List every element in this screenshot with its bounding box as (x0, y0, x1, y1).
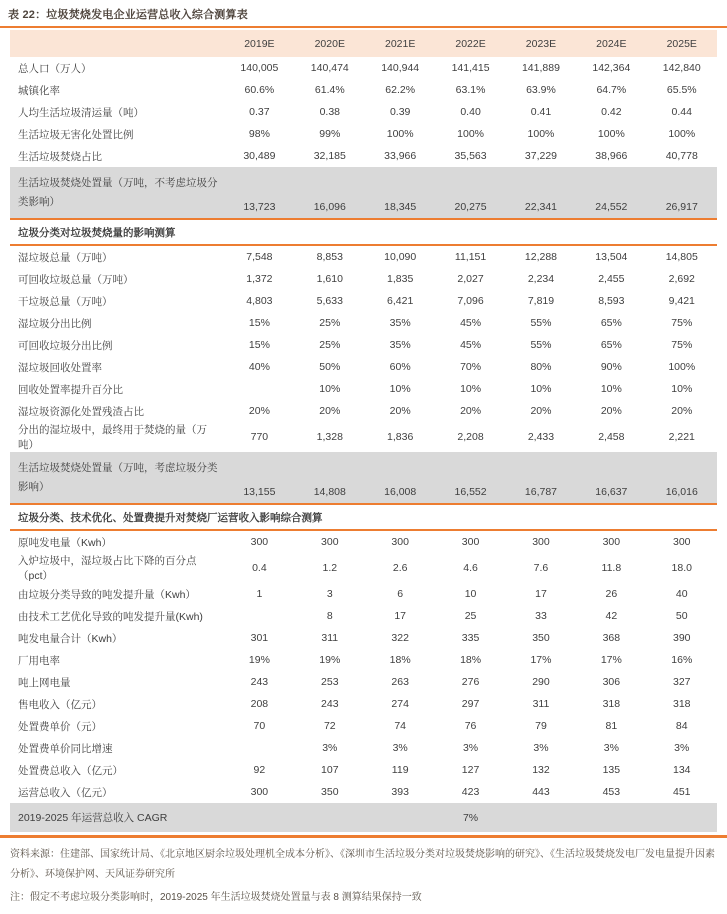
column-header-2025E: 2025E (647, 30, 717, 57)
value-cell-2021E (365, 803, 435, 832)
value-cell-2025E: 2,221 (668, 431, 695, 443)
value-cell-2022E: 45% (460, 317, 482, 329)
row-label: 由垃圾分类导致的吨发提升量（Kwh） (18, 588, 196, 601)
table-row (10, 530, 717, 553)
value-cell-2023E: 55% (530, 317, 552, 329)
value-cell-2023E: 12,288 (524, 251, 558, 263)
value-cell-2022E: 4.6 (463, 562, 478, 574)
value-cell-2020E (295, 803, 365, 832)
value-cell-2022E: 141,415 (451, 62, 490, 74)
row-label: 湿垃圾回收处置率 (18, 361, 102, 374)
table-row (10, 605, 717, 627)
value-cell-2021E: 3% (392, 742, 408, 754)
value-cell-2019E: 1 (256, 588, 263, 600)
row-label: 生活垃圾焚烧占比 (18, 150, 102, 163)
value-cell-2024E: 64.7% (596, 84, 627, 96)
value-cell-2024E: 142,364 (592, 62, 631, 74)
value-cell-2024E: 20% (600, 405, 622, 417)
value-cell-2021E: 274 (391, 698, 409, 710)
forecast-table (10, 30, 717, 832)
value-cell-2020E: 0.38 (319, 106, 340, 118)
value-cell-2021E: 18,345 (384, 201, 417, 213)
value-cell-2025E: 10% (671, 383, 693, 395)
table-row (10, 737, 717, 759)
value-cell-2023E: 33 (535, 610, 547, 622)
value-cell-2022E: 20% (460, 405, 482, 417)
row-label: 生活垃圾无害化处置比例 (18, 128, 134, 141)
value-cell-2024E: 0.42 (601, 106, 622, 118)
column-header-2024E: 2024E (576, 30, 646, 57)
column-header-2022E: 2022E (435, 30, 505, 57)
value-cell-2024E: 24,552 (595, 201, 628, 213)
value-cell-2019E (224, 605, 294, 627)
value-cell-2022E: 76 (464, 720, 477, 732)
value-cell-2021E: 17 (394, 610, 407, 622)
value-cell-2025E: 40 (675, 588, 688, 600)
value-cell-2025E: 134 (673, 764, 691, 776)
value-cell-2025E: 75% (671, 317, 693, 329)
value-cell-2023E: 63.9% (526, 84, 556, 96)
table-row (10, 627, 717, 649)
row-label: 原吨发电量（Kwh） (18, 536, 112, 549)
table-row (10, 145, 717, 167)
value-cell-2025E: 20% (671, 405, 693, 417)
row-label: 生活垃圾焚烧处置量（万吨，考虑垃圾分类影响） (18, 461, 218, 493)
value-cell-2023E: 0.41 (530, 106, 552, 118)
value-cell-2019E: 770 (250, 431, 269, 443)
row-label: 售电收入（亿元） (18, 698, 102, 711)
value-cell-2019E (224, 378, 294, 400)
value-cell-2020E: 61.4% (314, 84, 345, 96)
value-cell-2019E: 70 (253, 720, 266, 732)
value-cell-2021E: 263 (391, 676, 409, 688)
value-cell-2023E: 55% (530, 339, 552, 351)
table-header (10, 30, 717, 57)
value-cell-2020E: 5,633 (316, 295, 343, 307)
row-label: 总人口（万人） (18, 62, 92, 75)
section-header-label: 垃圾分类、技术优化、处置费提升对焚烧厂运营收入影响综合测算 (10, 504, 717, 530)
row-label: 处置费总收入（亿元） (18, 764, 123, 777)
value-cell-2023E: 443 (532, 786, 550, 798)
value-cell-2020E: 1,328 (316, 431, 343, 443)
value-cell-2019E: 30,489 (243, 150, 276, 162)
value-cell-2024E: 81 (605, 720, 618, 732)
row-label: 处置费单价同比增速 (18, 742, 113, 755)
table-row (10, 400, 717, 422)
value-cell-2025E: 327 (673, 676, 691, 688)
row-label: 生活垃圾焚烧处置量（万吨，不考虑垃圾分类影响） (18, 176, 218, 208)
value-cell-2024E: 38,966 (595, 150, 628, 162)
value-cell-2019E: 0.4 (252, 562, 267, 574)
title-divider (0, 26, 727, 28)
value-cell-2024E: 17% (600, 654, 622, 666)
value-cell-2023E: 290 (532, 676, 550, 688)
value-cell-2020E: 253 (321, 676, 339, 688)
value-cell-2021E: 10% (389, 383, 411, 395)
value-cell-2024E: 318 (602, 698, 621, 710)
value-cell-2023E: 16,787 (524, 486, 558, 498)
table-body (10, 57, 717, 832)
table-bottom-divider (0, 835, 727, 838)
value-cell-2025E: 2,692 (668, 273, 695, 285)
value-cell-2022E: 127 (461, 764, 480, 776)
value-cell-2022E: 18% (460, 654, 482, 666)
value-cell-2024E: 26 (605, 588, 618, 600)
value-cell-2020E: 300 (321, 536, 339, 548)
table-row (10, 781, 717, 803)
value-cell-2022E: 276 (461, 676, 480, 688)
value-cell-2021E: 393 (391, 786, 409, 798)
value-cell-2022E: 0.40 (460, 106, 481, 118)
value-cell-2023E: 350 (532, 632, 550, 644)
value-cell-2024E: 16,637 (595, 486, 628, 498)
value-cell-2024E: 65% (600, 317, 622, 329)
value-cell-2022E: 11,151 (454, 251, 487, 263)
value-cell-2021E: 1,835 (387, 273, 414, 285)
table-row (10, 693, 717, 715)
value-cell-2020E: 311 (321, 632, 339, 644)
value-cell-2024E: 2,458 (598, 431, 625, 443)
value-cell-2024E: 42 (605, 610, 618, 622)
value-cell-2025E: 84 (675, 720, 688, 732)
value-cell-2020E: 25% (319, 339, 341, 351)
value-cell-2019E: 208 (250, 698, 269, 710)
value-cell-2021E: 16,008 (384, 486, 417, 498)
value-cell-2023E: 7.6 (533, 562, 549, 574)
row-label: 湿垃圾资源化处置残渣占比 (18, 405, 144, 418)
value-cell-2020E: 16,096 (313, 201, 346, 213)
value-cell-2019E: 15% (248, 317, 270, 329)
header-corner-cell (10, 30, 224, 57)
value-cell-2022E: 63.1% (455, 84, 486, 96)
value-cell-2022E: 16,552 (454, 486, 487, 498)
row-label: 回收处置率提升百分比 (18, 383, 123, 396)
value-cell-2019E (224, 803, 294, 832)
value-cell-2024E: 368 (602, 632, 621, 644)
value-cell-2024E: 306 (602, 676, 621, 688)
value-cell-2021E: 35% (389, 317, 411, 329)
source-note: 资料来源：住建部、国家统计局、《北京地区厨余垃圾处理机全成本分析》、《深圳市生活垃圾分类对垃圾焚烧影响的研究》、《生活垃圾焚烧发电厂发电量提升因素分析》、环境保护网、天风证券研究所 (10, 849, 715, 880)
value-cell-2019E: 15% (248, 339, 270, 351)
table-row (10, 715, 717, 737)
table-row (10, 803, 717, 832)
value-cell-2023E: 80% (530, 361, 552, 373)
value-cell-2023E: 2,234 (527, 273, 555, 285)
row-label: 城镇化率 (18, 84, 60, 97)
value-cell-2019E: 0.37 (249, 106, 270, 118)
value-cell-2023E: 37,229 (524, 150, 558, 162)
value-cell-2024E: 90% (600, 361, 622, 373)
table-row (10, 79, 717, 101)
value-cell-2019E: 243 (250, 676, 269, 688)
value-cell-2022E: 7% (462, 811, 479, 824)
value-cell-2024E (576, 803, 646, 832)
value-cell-2021E: 35% (389, 339, 411, 351)
value-cell-2020E: 99% (319, 128, 341, 140)
value-cell-2022E: 300 (461, 536, 480, 548)
value-cell-2024E: 10% (600, 383, 622, 395)
value-cell-2025E: 390 (673, 632, 691, 644)
value-cell-2021E: 20% (389, 405, 411, 417)
value-cell-2019E (224, 737, 294, 759)
value-cell-2025E: 50 (675, 610, 688, 622)
table-footer (10, 845, 717, 914)
row-label: 湿垃圾总量（万吨） (18, 251, 113, 264)
table-header-row (10, 30, 717, 57)
value-cell-2020E: 8 (326, 610, 333, 622)
value-cell-2025E: 100% (668, 361, 696, 373)
value-cell-2025E: 65.5% (666, 84, 697, 96)
table-row (10, 422, 717, 452)
value-cell-2021E: 6 (397, 588, 404, 600)
column-header-2020E: 2020E (295, 30, 365, 57)
value-cell-2020E: 32,185 (313, 150, 346, 162)
value-cell-2020E: 50% (319, 361, 341, 373)
value-cell-2020E: 1.2 (322, 562, 338, 574)
value-cell-2025E: 142,840 (662, 62, 701, 74)
value-cell-2022E: 3% (462, 742, 479, 754)
value-cell-2020E: 350 (321, 786, 339, 798)
value-cell-2022E: 10% (460, 383, 482, 395)
value-cell-2021E: 6,421 (387, 295, 414, 307)
value-cell-2023E: 141,889 (521, 62, 560, 74)
value-cell-2024E: 100% (597, 128, 625, 140)
value-cell-2019E: 98% (248, 128, 270, 140)
value-cell-2021E: 18% (389, 654, 411, 666)
value-cell-2023E: 17 (535, 588, 547, 600)
value-cell-2021E: 100% (386, 128, 414, 140)
table-title: 表 22：垃圾焚烧发电企业运营总收入综合测算表 (8, 9, 248, 21)
value-cell-2025E: 18.0 (671, 562, 692, 574)
table-row (10, 268, 717, 290)
table-row (10, 334, 717, 356)
section-header-row (10, 504, 717, 530)
value-cell-2019E: 13,723 (243, 201, 276, 213)
row-label: 干垃圾总量（万吨） (18, 295, 113, 308)
value-cell-2025E: 318 (673, 698, 691, 710)
value-cell-2023E (506, 803, 576, 832)
value-cell-2023E: 20% (530, 405, 552, 417)
value-cell-2019E: 300 (250, 786, 269, 798)
value-cell-2020E: 140,474 (310, 62, 349, 74)
value-cell-2025E: 9,421 (668, 295, 695, 307)
value-cell-2020E: 243 (321, 698, 339, 710)
table-row (10, 123, 717, 145)
table-row (10, 290, 717, 312)
table-row (10, 649, 717, 671)
value-cell-2019E: 301 (250, 632, 269, 644)
section-header-row (10, 219, 717, 245)
row-label: 由技术工艺优化导致的吨发提升量(Kwh) (18, 610, 203, 623)
value-cell-2025E: 16% (671, 654, 693, 666)
value-cell-2021E: 300 (391, 536, 409, 548)
table-row (10, 759, 717, 781)
table-row (10, 553, 717, 583)
value-cell-2024E: 2,455 (598, 273, 625, 285)
value-cell-2020E: 3% (322, 742, 338, 754)
value-cell-2021E: 0.39 (389, 106, 411, 118)
value-cell-2020E: 14,808 (313, 486, 346, 498)
value-cell-2022E: 25 (464, 610, 477, 622)
value-cell-2023E: 7,819 (527, 295, 555, 307)
row-label: 人均生活垃圾清运量（吨） (18, 106, 144, 119)
value-cell-2024E: 453 (602, 786, 621, 798)
value-cell-2020E: 107 (321, 764, 339, 776)
value-cell-2021E: 74 (394, 720, 407, 732)
value-cell-2020E: 19% (319, 654, 341, 666)
value-cell-2020E: 3 (326, 588, 333, 600)
value-cell-2019E: 140,005 (240, 62, 279, 74)
value-cell-2022E: 20,275 (454, 201, 487, 213)
value-cell-2021E: 62.2% (385, 84, 416, 96)
value-cell-2021E: 1,836 (387, 431, 414, 443)
value-cell-2023E: 132 (532, 764, 550, 776)
value-cell-2022E: 35,563 (454, 150, 487, 162)
value-cell-2021E: 119 (391, 764, 409, 776)
column-header-2023E: 2023E (506, 30, 576, 57)
value-cell-2020E: 25% (319, 317, 341, 329)
value-cell-2024E: 11.8 (601, 562, 622, 574)
value-cell-2023E: 2,433 (527, 431, 555, 443)
value-cell-2022E: 10 (464, 588, 477, 600)
table-row (10, 312, 717, 334)
value-cell-2022E: 2,027 (457, 273, 484, 285)
value-cell-2023E: 22,341 (524, 201, 558, 213)
row-label: 吨发电量合计（Kwh） (18, 632, 123, 645)
row-label: 处置费单价（元） (18, 720, 102, 733)
section-header-label: 垃圾分类对垃圾焚烧量的影响测算 (10, 219, 717, 245)
row-label: 入炉垃圾中，湿垃圾占比下降的百分点（pct） (18, 555, 197, 582)
column-header-2019E: 2019E (224, 30, 294, 57)
row-label: 2019-2025 年运营总收入 CAGR (18, 812, 168, 824)
value-cell-2019E: 19% (248, 654, 270, 666)
value-cell-2025E: 451 (673, 786, 691, 798)
value-cell-2022E: 7,096 (457, 295, 484, 307)
value-cell-2021E: 10,090 (384, 251, 417, 263)
value-cell-2023E: 311 (532, 698, 550, 710)
value-cell-2020E: 8,853 (316, 251, 343, 263)
value-cell-2022E: 70% (460, 361, 482, 373)
value-cell-2019E: 300 (250, 536, 269, 548)
value-cell-2024E: 300 (602, 536, 621, 548)
value-cell-2025E: 14,805 (665, 251, 698, 263)
value-cell-2024E: 13,504 (595, 251, 628, 263)
value-cell-2019E: 40% (248, 361, 270, 373)
value-cell-2025E: 3% (674, 742, 690, 754)
value-cell-2019E: 13,155 (243, 486, 276, 498)
value-cell-2020E: 20% (319, 405, 341, 417)
value-cell-2025E: 40,778 (665, 150, 698, 162)
value-cell-2024E: 8,593 (598, 295, 625, 307)
value-cell-2019E: 92 (253, 764, 266, 776)
value-cell-2020E: 10% (319, 383, 341, 395)
value-cell-2023E: 300 (532, 536, 550, 548)
value-cell-2022E: 335 (461, 632, 480, 644)
table-row (10, 57, 717, 79)
table-row (10, 452, 717, 504)
value-cell-2025E: 300 (673, 536, 691, 548)
value-cell-2019E: 60.6% (244, 84, 275, 96)
row-label: 可回收垃圾总量（万吨） (18, 273, 134, 286)
table-row (10, 583, 717, 605)
table-row (10, 101, 717, 123)
row-label: 厂用电率 (18, 654, 60, 667)
table-row (10, 671, 717, 693)
table-row (10, 356, 717, 378)
value-cell-2022E: 423 (461, 786, 480, 798)
assumption-note: 注：假定不考虑垃圾分类影响时，2019-2025 年生活垃圾焚烧处置量与表 8 测算结果保持一致 (10, 892, 422, 903)
value-cell-2025E (647, 803, 717, 832)
value-cell-2022E: 45% (460, 339, 482, 351)
table-row (10, 167, 717, 219)
value-cell-2021E: 33,966 (384, 150, 417, 162)
column-header-2021E: 2021E (365, 30, 435, 57)
value-cell-2019E: 20% (248, 405, 270, 417)
row-label: 湿垃圾分出比例 (18, 317, 92, 330)
value-cell-2023E: 79 (535, 720, 547, 732)
value-cell-2019E: 1,372 (246, 273, 273, 285)
table-row (10, 378, 717, 400)
value-cell-2025E: 75% (671, 339, 693, 351)
value-cell-2022E: 100% (457, 128, 484, 140)
value-cell-2023E: 17% (530, 654, 552, 666)
value-cell-2024E: 135 (602, 764, 621, 776)
row-label: 分出的湿垃圾中，最终用于焚烧的量（万吨） (18, 424, 207, 451)
value-cell-2020E: 1,610 (316, 273, 343, 285)
table-row (10, 245, 717, 268)
value-cell-2020E: 72 (323, 720, 336, 732)
value-cell-2019E: 4,803 (246, 295, 273, 307)
value-cell-2023E: 10% (530, 383, 552, 395)
row-label: 吨上网电量 (18, 676, 71, 689)
value-cell-2024E: 65% (600, 339, 622, 351)
row-label: 运营总收入（亿元） (18, 786, 113, 799)
value-cell-2025E: 16,016 (665, 486, 698, 498)
value-cell-2021E: 140,944 (381, 62, 420, 74)
value-cell-2021E: 2.6 (392, 562, 408, 574)
row-label: 可回收垃圾分出比例 (18, 339, 113, 352)
value-cell-2023E: 3% (533, 742, 549, 754)
value-cell-2022E: 2,208 (457, 431, 484, 443)
value-cell-2021E: 322 (391, 632, 409, 644)
value-cell-2022E: 297 (461, 698, 480, 710)
value-cell-2025E: 26,917 (665, 201, 698, 213)
value-cell-2025E: 100% (668, 128, 696, 140)
value-cell-2021E: 60% (389, 361, 411, 373)
value-cell-2024E: 3% (603, 742, 619, 754)
value-cell-2025E: 0.44 (671, 106, 692, 118)
value-cell-2019E: 7,548 (246, 251, 273, 263)
value-cell-2023E: 100% (527, 128, 555, 140)
